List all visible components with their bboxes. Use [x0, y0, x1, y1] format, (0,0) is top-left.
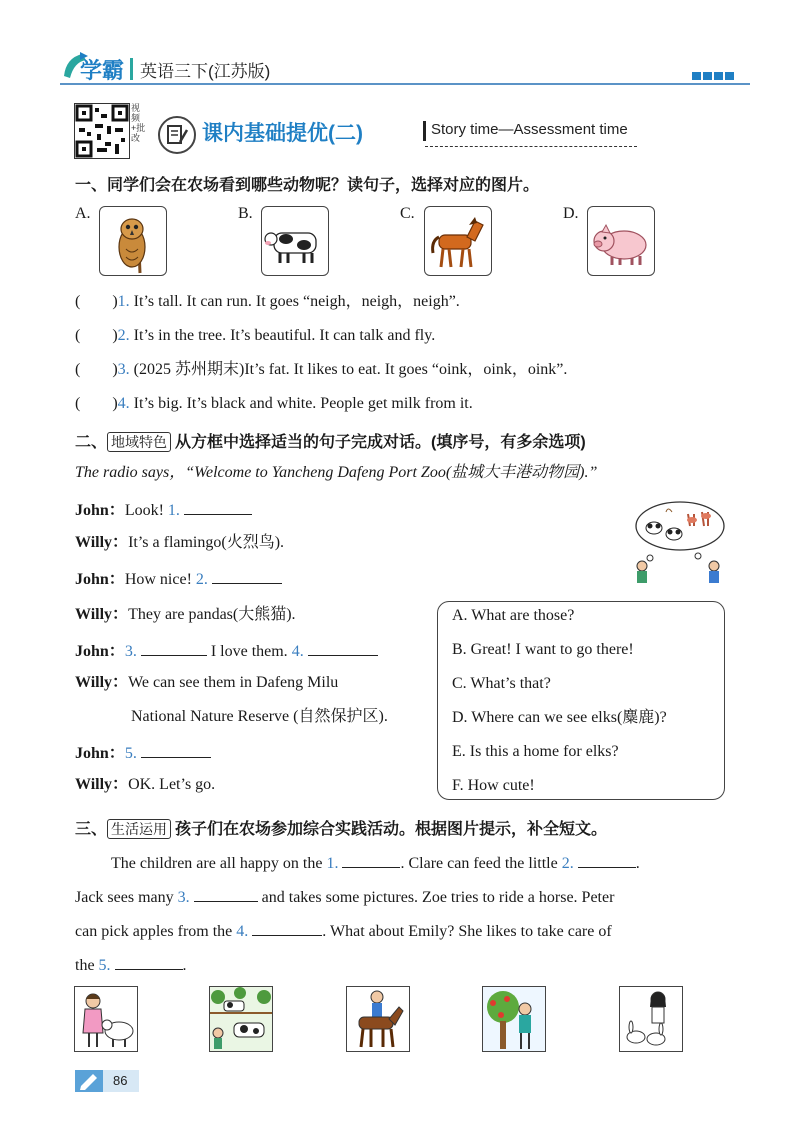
dialogue-line-1	[75, 498, 252, 521]
option-d-picture[interactable]	[587, 206, 655, 276]
page-header	[60, 50, 750, 88]
speaker-john: John：	[75, 571, 125, 588]
blank-number: 1.	[167, 502, 180, 519]
speaker-john: John：	[75, 745, 125, 762]
part2-heading-row	[75, 429, 586, 452]
dialogue-text: It’s a flamingo(火烈鸟).	[128, 534, 285, 551]
answer-paren[interactable]: ( )	[75, 327, 118, 344]
part1-item	[75, 326, 755, 360]
blank-number: 2.	[561, 855, 574, 872]
dialogue-text: I love them.	[206, 643, 292, 660]
option-b-letter: B.	[238, 205, 253, 222]
part2-heading: 从方框中选择适当的句子完成对话。(填序号，有多余选项)	[175, 434, 586, 451]
choice-item: E. Is this a home for elks?	[452, 743, 619, 760]
part2-prefix: 二、	[75, 434, 108, 451]
radio-line: The radio says，“Welcome to Yancheng Dafeng Port Zoo(盐城大丰港动物园).”	[75, 464, 598, 481]
speaker-john: John：	[75, 643, 125, 660]
page-number: 86	[113, 1073, 128, 1088]
blank-number: 1.	[326, 855, 339, 872]
choice-item: B. Great! I want to go there!	[452, 641, 634, 658]
blank-number: 4.	[236, 923, 249, 940]
passage-blank-3[interactable]	[194, 885, 258, 902]
passage-text: and takes some pictures. Zoe tries to ride a horse. Peter	[257, 889, 615, 906]
part1-item	[75, 292, 755, 326]
answer-blank-1[interactable]	[184, 498, 252, 515]
choice-item: C. What’s that?	[452, 675, 551, 692]
blank-number: 5.	[98, 957, 111, 974]
item-number: 2.	[117, 327, 130, 344]
title-dashed-rule	[425, 146, 637, 147]
answer-blank-4[interactable]	[308, 639, 378, 656]
passage-line-1	[111, 851, 640, 874]
notebook-pencil-icon	[160, 118, 194, 152]
speaker-john: John：	[75, 502, 125, 519]
dialogue-text: We can see them in Dafeng Milu	[128, 674, 339, 691]
part1-item	[75, 360, 755, 394]
speaker-willy: Willy：	[75, 776, 129, 793]
qr-code-icon	[75, 104, 129, 158]
dialogue-line-6	[75, 673, 338, 693]
option-a-picture[interactable]	[99, 206, 167, 276]
dialogue-line-5	[75, 639, 378, 662]
page-number-badge	[75, 1070, 139, 1092]
picture-girl-with-rabbits	[619, 986, 683, 1052]
blank-number: 3.	[124, 643, 137, 660]
speaker-willy: Willy：	[75, 534, 129, 551]
girl-sheep-icon	[75, 987, 137, 1051]
part1-items	[75, 292, 755, 428]
speaker-willy: Willy：	[75, 606, 129, 623]
passage-text: can pick apples from the	[75, 923, 237, 940]
pig-icon	[588, 207, 654, 275]
passage-text: the	[75, 957, 99, 974]
dialogue-text: How nice!	[124, 571, 196, 588]
passage-text: .	[635, 855, 640, 872]
option-c-letter: C.	[400, 205, 415, 222]
blank-number: 2.	[195, 571, 208, 588]
qr-code[interactable]	[74, 103, 130, 159]
passage-text: . What about Emily? She likes to take care of	[322, 923, 612, 940]
passage-text: The children are all happy on the	[111, 855, 327, 872]
part3-tag: 生活运用	[107, 819, 171, 839]
passage-line-3	[75, 919, 612, 942]
apple-tree-icon	[483, 987, 545, 1051]
dialogue-line-4	[75, 605, 296, 625]
dialogue-text: Look!	[124, 502, 168, 519]
picture-girl-feeding-sheep	[74, 986, 138, 1052]
answer-blank-3[interactable]	[141, 639, 207, 656]
blank-number: 5.	[124, 745, 137, 762]
part1-heading: 一、同学们会在农场看到哪些动物呢？读句子，选择对应的图片。	[75, 177, 540, 194]
passage-line-2	[75, 885, 614, 908]
answer-paren[interactable]: ( )	[75, 361, 118, 378]
passage-text: Jack sees many	[75, 889, 178, 906]
part1-item	[75, 394, 755, 428]
dialogue-line-3	[75, 567, 282, 590]
dialogue-line-8	[75, 741, 211, 764]
section-title-en: Story time—Assessment time	[431, 121, 628, 138]
header-divider	[130, 58, 133, 80]
choices-box	[437, 601, 725, 800]
picture-cows-on-farm	[209, 986, 273, 1052]
option-b-picture[interactable]	[261, 206, 329, 276]
part2-tag: 地域特色	[107, 432, 171, 452]
dialogue-text: National Nature Reserve (自然保护区).	[131, 708, 388, 725]
owl-icon	[100, 207, 166, 275]
answer-paren[interactable]: ( )	[75, 293, 118, 310]
choice-item: D. Where can we see elks(麋鹿)?	[452, 709, 667, 726]
answer-paren[interactable]: ( )	[75, 395, 118, 412]
item-text: It’s big. It’s black and white. People get milk from it.	[133, 395, 473, 412]
pencil-icon	[75, 1070, 103, 1092]
picture-boy-picking-apples	[482, 986, 546, 1052]
zoo-illustration	[628, 498, 728, 586]
passage-text: .	[182, 957, 187, 974]
horse-rider-icon	[347, 987, 409, 1051]
section-title-cn: 课内基础提优(二)	[202, 122, 363, 145]
passage-blank-4[interactable]	[252, 919, 322, 936]
part1-options	[75, 204, 675, 280]
kids-thinking-animals-icon	[628, 498, 728, 586]
passage-blank-1[interactable]	[342, 851, 400, 868]
part3-heading-row	[75, 816, 607, 839]
item-number: 4.	[117, 395, 130, 412]
book-title: 英语三下(江苏版)	[140, 62, 271, 81]
option-d-letter: D.	[563, 205, 579, 222]
part3-prefix: 三、	[75, 821, 108, 838]
choice-item: F. How cute!	[452, 777, 535, 794]
passage-line-4	[75, 953, 187, 976]
answer-blank-2[interactable]	[212, 567, 282, 584]
passage-blank-2[interactable]	[578, 851, 636, 868]
dialogue-text: They are pandas(大熊猫).	[128, 606, 296, 623]
cow-icon	[262, 207, 328, 275]
dialogue-line-2	[75, 533, 284, 553]
blank-number: 4.	[291, 643, 304, 660]
item-number: 3.	[117, 361, 130, 378]
dialogue-text: OK. Let’s go.	[128, 776, 216, 793]
passage-text: . Clare can feed the little	[400, 855, 562, 872]
header-dots	[692, 67, 742, 75]
part3-heading: 孩子们在农场参加综合实践活动。根据图片提示，补全短文。	[175, 821, 608, 838]
rabbits-icon	[620, 987, 682, 1051]
horse-icon	[425, 207, 491, 275]
section-title-icon	[158, 116, 196, 154]
item-text: (2025 苏州期末)It’s fat. It likes to eat. It goes “oink，oink，oink”.	[133, 361, 568, 378]
item-number: 1.	[117, 293, 130, 310]
header-rule	[60, 83, 750, 85]
choice-item: A. What are those?	[452, 607, 575, 624]
option-a-letter: A.	[75, 205, 91, 222]
logo-text: 学霸	[80, 58, 125, 83]
speaker-willy: Willy：	[75, 674, 129, 691]
item-text: It’s in the tree. It’s beautiful. It can talk and fly.	[133, 327, 436, 344]
answer-blank-5[interactable]	[141, 741, 211, 758]
item-text: It’s tall. It can run. It goes “neigh，neigh，neigh”.	[133, 293, 460, 310]
blank-number: 3.	[177, 889, 190, 906]
dialogue-line-7	[131, 707, 388, 727]
picture-boy-riding-horse	[346, 986, 410, 1052]
qr-label: 视频+批改	[131, 103, 146, 143]
option-c-picture[interactable]	[424, 206, 492, 276]
passage-blank-5[interactable]	[115, 953, 183, 970]
title-divider	[423, 121, 426, 141]
farm-cows-icon	[210, 987, 272, 1051]
dialogue-line-9	[75, 775, 215, 795]
